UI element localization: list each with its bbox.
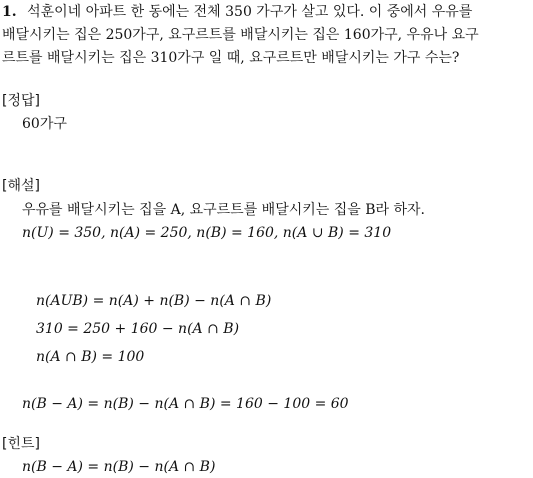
explanation-step-3: n(A ∩ B) = 100 <box>36 349 145 365</box>
problem-line-1 <box>2 2 472 22</box>
explanation-step-1: n(AUB) = n(A) + n(B) − n(A ∩ B) <box>36 293 272 309</box>
hint-formula: n(B − A) = n(B) − n(A ∩ B) <box>22 459 216 475</box>
problem-line-3: 르트를 배달시키는 집은 310가구 일 때, 요구르트만 배달시키는 가구 수는? <box>2 50 460 66</box>
problem-number: 1. <box>2 4 17 20</box>
hint-heading: [힌트] <box>2 436 40 452</box>
problem-text-1: 석훈이네 아파트 한 동에는 전체 350 가구가 살고 있다. 이 중에서 우유를 <box>27 4 473 20</box>
explanation-step-2: 310 = 250 + 160 − n(A ∩ B) <box>36 321 240 337</box>
answer-value: 60가구 <box>22 116 67 132</box>
answer-heading: [정답] <box>2 93 40 109</box>
explanation-result: n(B − A) = n(B) − n(A ∩ B) = 160 − 100 = 60 <box>22 396 349 412</box>
explanation-intro: 우유를 배달시키는 집을 A, 요구르트를 배달시키는 집을 B라 하자. <box>22 202 425 218</box>
explanation-givens: n(U) = 350, n(A) = 250, n(B) = 160, n(A ∪ B) = 310 <box>22 225 392 241</box>
explanation-heading: [해설] <box>2 178 40 194</box>
problem-line-2: 배달시키는 집은 250가구, 요구르트를 배달시키는 집은 160가구, 우유나 요구 <box>2 27 479 43</box>
